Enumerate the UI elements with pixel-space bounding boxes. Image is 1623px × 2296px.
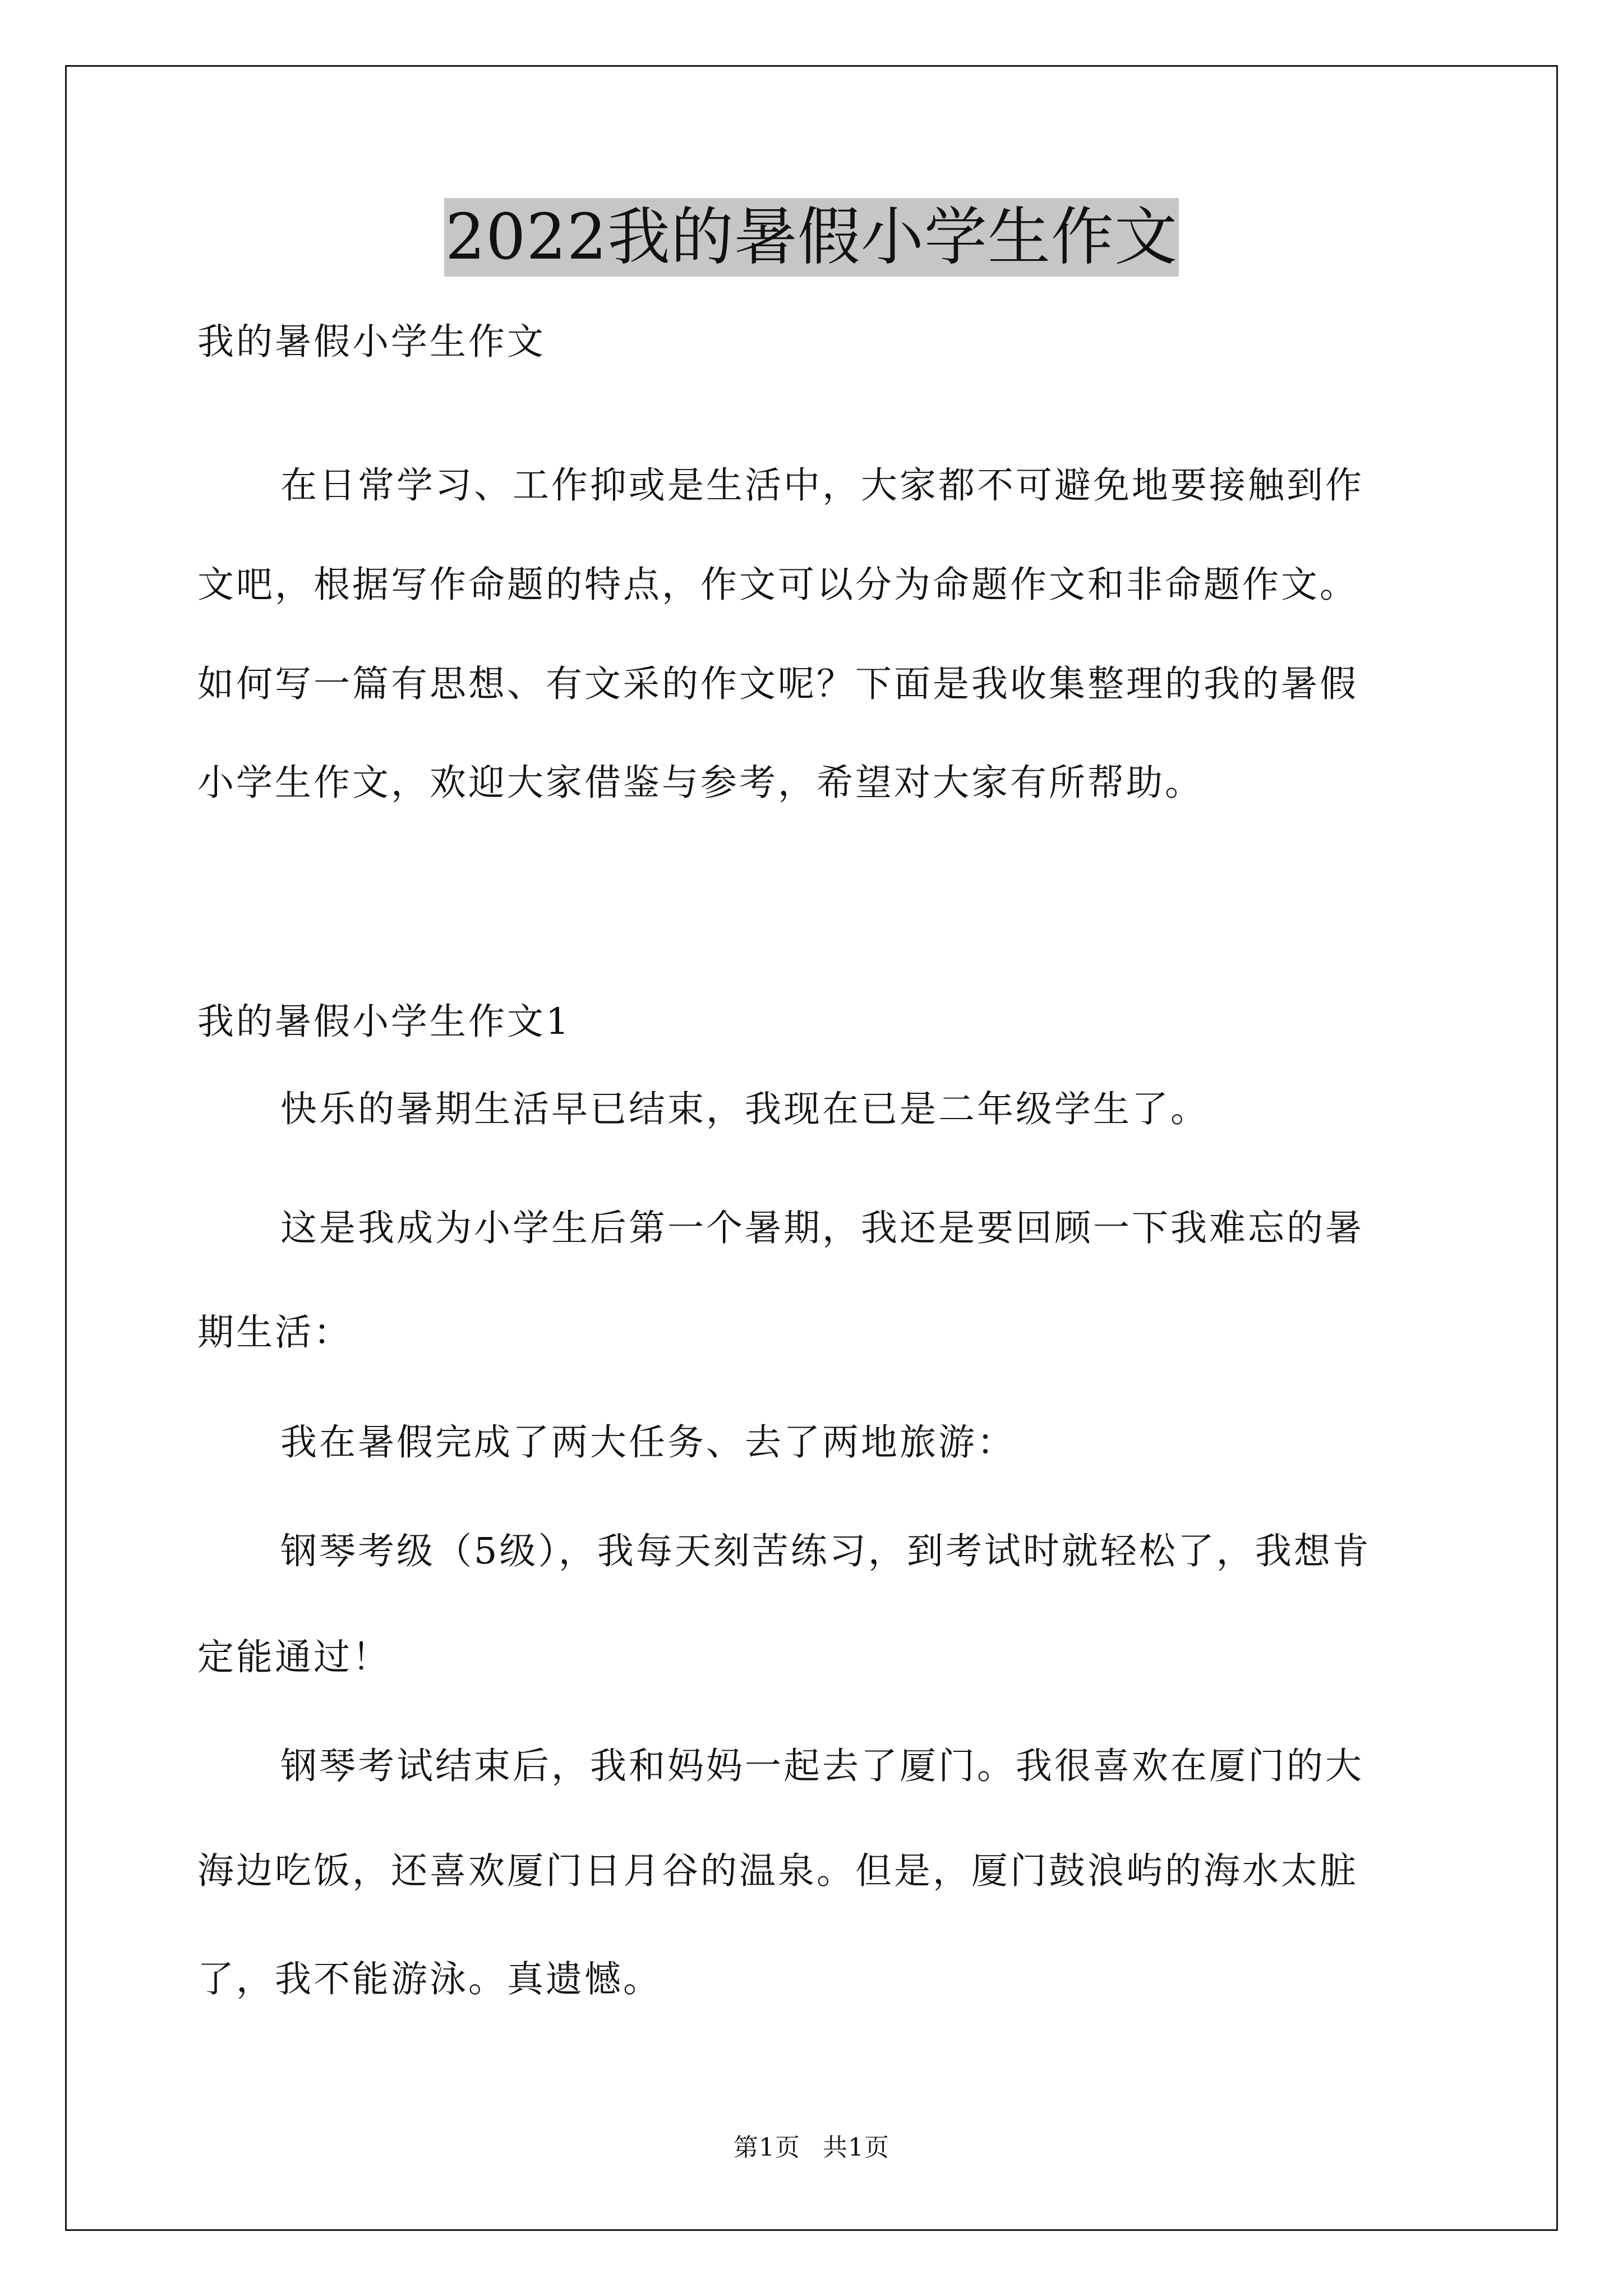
body-line: 这是我成为小学生后第一个暑期，我还是要回顾一下我难忘的暑 — [280, 1207, 1364, 1249]
body-line: 期生活： — [197, 1312, 353, 1354]
intro-line: 在日常学习、工作抑或是生活中，大家都不可避免地要接触到作 — [280, 464, 1364, 507]
body-line: 钢琴考试结束后，我和妈妈一起去了厦门。我很喜欢在厦门的大 — [280, 1745, 1364, 1787]
body-line: 了，我不能游泳。真遗憾。 — [197, 1958, 662, 2000]
subtitle: 我的暑假小学生作文 — [197, 321, 546, 363]
body-line: 我在暑假完成了两大任务、去了两地旅游： — [280, 1421, 1016, 1464]
page-total: 共1页 — [823, 2133, 889, 2162]
body-line: 钢琴考级（5级），我每天刻苦练习，到考试时就轻松了，我想肯 — [280, 1530, 1371, 1572]
document-title: 2022我的暑假小学生作文 — [444, 198, 1179, 277]
intro-line: 如何写一篇有思想、有文采的作文呢？下面是我收集整理的我的暑假 — [197, 663, 1359, 705]
intro-line: 小学生作文，欢迎大家借鉴与参考，希望对大家有所帮助。 — [197, 762, 1204, 804]
page-border — [65, 65, 1558, 2231]
body-line: 海边吃饭，还喜欢厦门日月谷的温泉。但是，厦门鼓浪屿的海水太脏 — [197, 1850, 1359, 1892]
intro-line: 文吧，根据写作命题的特点，作文可以分为命题作文和非命题作文。 — [197, 564, 1359, 606]
body-line: 定能通过！ — [197, 1636, 391, 1678]
page-footer — [0, 2131, 1623, 2165]
section-heading: 我的暑假小学生作文1 — [197, 1001, 571, 1043]
title-container — [0, 198, 1623, 277]
body-line: 快乐的暑期生活早已结束，我现在已是二年级学生了。 — [280, 1088, 1210, 1130]
page-number: 第1页 — [734, 2133, 800, 2162]
